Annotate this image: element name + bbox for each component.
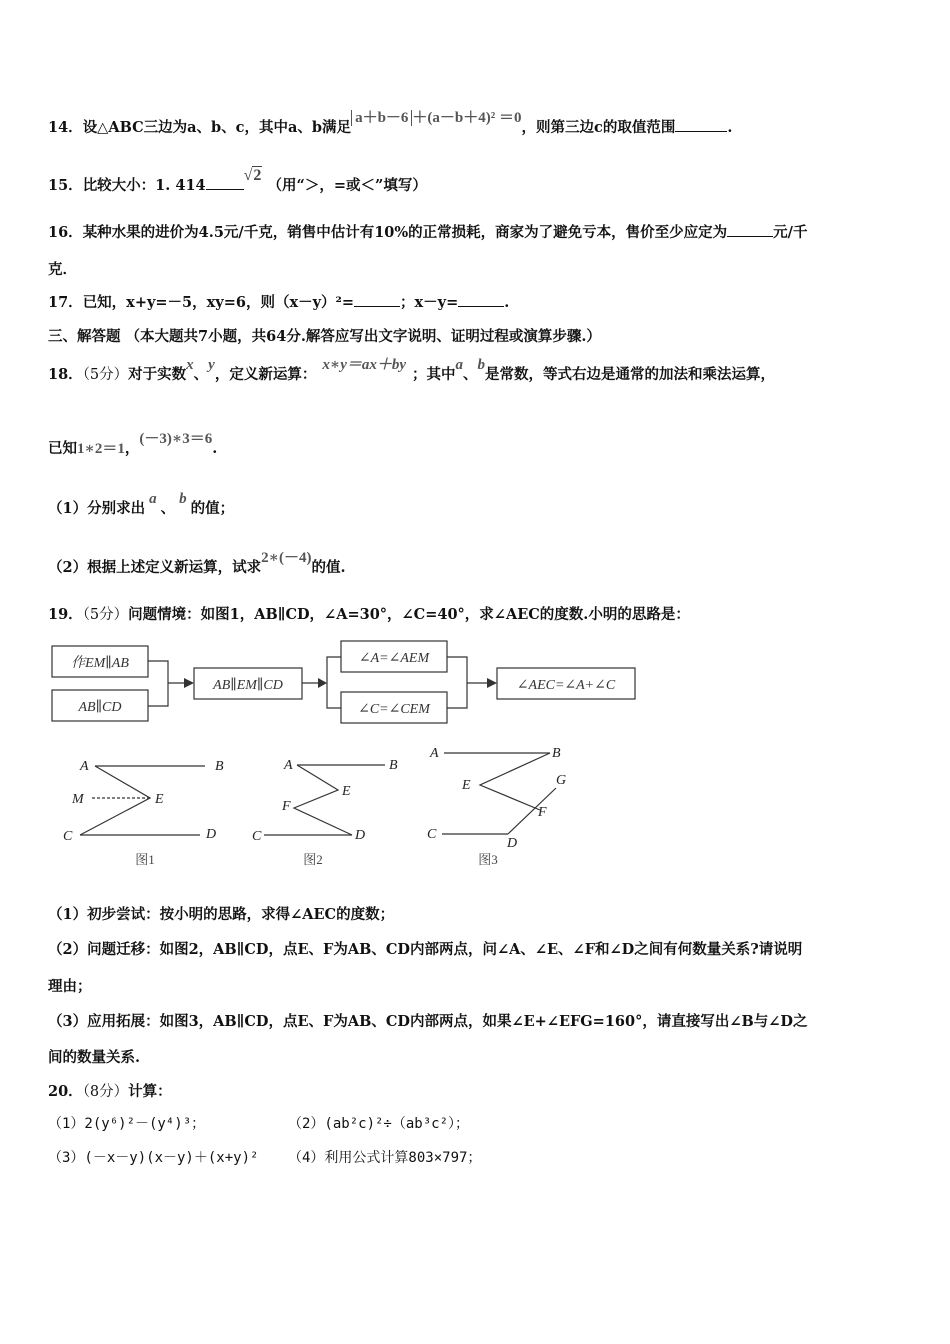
q18-sep-2: 、 (463, 366, 478, 383)
q20-title: 计算： (128, 1083, 172, 1100)
q19-part-1: （1）初步尝试：按小明的思路，求得∠AEC的度数； (48, 906, 395, 923)
q18-definition: x∗y＝ax＋by (322, 357, 407, 373)
q14-abs: a＋b－6 (351, 110, 412, 126)
flow-box-1-text: 作EM∥AB (71, 656, 129, 671)
q18-p1-a: a (149, 491, 157, 507)
q18-p1-b: b (179, 491, 187, 507)
q18-p1-end: 的值； (190, 500, 235, 517)
fig3-label-e: E (462, 778, 471, 793)
q14-number: 14． (48, 119, 83, 136)
figure-1 (63, 759, 224, 867)
q14-answer-blank[interactable] (675, 119, 727, 132)
figure-2 (252, 758, 398, 867)
flow-box-5-text: ∠C=∠CEM (358, 702, 430, 717)
question-20 (48, 1080, 172, 1101)
q18-text4: 是常数，等式右边是通常的加法和乘法运算， (485, 366, 776, 383)
q16-answer-blank[interactable] (727, 224, 773, 237)
q18-p2-expr: 2∗(－4) (261, 550, 312, 566)
q14-text: 设△ABC三边为a、b、c，其中a、b满足 (82, 119, 352, 136)
q19-flowchart (0, 630, 950, 740)
q18-var-x: x (186, 357, 194, 373)
fig1-label-m: M (72, 792, 84, 807)
q19-intro: 问题情境：如图1，AB∥CD，∠A=30°，∠C=40°，求∠AEC的度数.小明的思路是： (128, 606, 690, 623)
q18-sep: 、 (193, 366, 209, 383)
q18-var-y: y (208, 357, 215, 373)
fig2-label-e: E (342, 784, 351, 799)
flow-box-4-text: ∠A=∠AEM (358, 651, 430, 666)
q19-figures (0, 740, 950, 875)
q20-item-1: （1）2(y⁶)²－(y⁴)³； (48, 1116, 206, 1132)
fig1-label-d: D (206, 827, 217, 842)
q18-number: 18． (48, 366, 83, 383)
question-14 (48, 110, 733, 137)
q20-number: 20． (48, 1083, 83, 1100)
q14-formula-rest: ＋(a－b＋4)² ＝0 (412, 110, 522, 126)
section-3-heading: 三、解答题 （本大题共7小题，共64分.解答应写出文字说明、证明过程或演算步骤.） (48, 328, 601, 345)
q18-period: . (212, 440, 218, 457)
q19-part-2: （2）问题迁移：如图2，AB∥CD，点E、F为AB、CD内部两点，问∠A、∠E、∠F和∠D之间有何数量关系?请说明 (48, 941, 803, 958)
q18-known-pre: 已知 (48, 440, 77, 457)
fig3-label-b: B (552, 746, 561, 761)
q19-part-2-cont: 理由； (48, 978, 92, 995)
q17-end: . (504, 294, 510, 311)
q18-known (48, 431, 218, 458)
q19-score: （5分） (82, 607, 129, 623)
q18-text1: 对于实数 (128, 366, 187, 383)
fig3-label-c: C (427, 827, 437, 842)
fig2-label-d: D (355, 828, 366, 843)
q14-text-post: ，则第三边c的取值范围 (521, 119, 676, 136)
q17-blank-2[interactable] (458, 294, 504, 307)
q18-p2-end: 的值. (311, 559, 346, 576)
fig3-label-g: G (556, 773, 567, 788)
q15-sqrt: √2 (243, 167, 262, 184)
flow-box-3-text: AB∥EM∥CD (213, 678, 283, 693)
q18-score: （5分） (82, 367, 129, 383)
q16-number: 16． (48, 224, 83, 241)
figure-3 (427, 746, 566, 867)
question-16 (48, 221, 807, 242)
q17-number: 17． (48, 294, 83, 311)
q18-known-2: (－3)∗3＝6 (139, 431, 213, 447)
q17-text: 已知，x+y=－5，xy=6，则（x－y）²= (82, 294, 355, 311)
q15-answer-blank[interactable] (206, 177, 244, 190)
q18-part-1 (48, 491, 235, 518)
q15-text-post: （用“＞，=或＜”填写） (267, 177, 427, 194)
question-19 (48, 603, 690, 624)
q18-p2-label: （2）根据上述定义新运算，试求 (48, 559, 262, 576)
q15-sqrt-value: 2 (253, 167, 262, 184)
q18-text3: ；其中 (412, 366, 456, 383)
q18-p1-label: （1）分别求出 (48, 500, 146, 517)
q19-part-3-cont: 间的数量关系. (48, 1049, 141, 1066)
q14-end: . (727, 119, 733, 136)
q17-mid: ；x－y= (400, 294, 459, 311)
question-18 (48, 357, 776, 384)
q16-text: 某种水果的进价为4.5元/千克，销售中估计有10%的正常损耗，商家为了避免亏本，售价至少应定为 (82, 224, 728, 241)
flow-box-2-text: AB∥CD (78, 700, 122, 715)
fig3-label-a: A (430, 746, 439, 761)
fig2-label-f: F (282, 799, 291, 814)
q18-comma: ， (124, 440, 140, 457)
q20-item-3: （3）(－x－y)(x－y)＋(x+y)² (48, 1150, 259, 1166)
fig2-label-b: B (389, 758, 398, 773)
fig2-label-a: A (284, 758, 293, 773)
q15-text: 比较大小：1. 414 (82, 177, 206, 194)
q20-item-4: （4）利用公式计算803×797； (288, 1150, 482, 1166)
q19-part-3: （3）应用拓展：如图3，AB∥CD，点E、F为AB、CD内部两点，如果∠E+∠EFG=160°，请直接写出∠B与∠D之 (48, 1013, 808, 1030)
fig3-label-d: D (507, 836, 518, 851)
fig3-label-f: F (538, 805, 547, 820)
flow-box-6-text: ∠AEC=∠A+∠C (516, 678, 616, 693)
fig2-label-c: C (252, 829, 262, 844)
fig1-label-c: C (63, 829, 73, 844)
fig3-caption: 图3 (478, 852, 498, 867)
q18-p1-sep: 、 (160, 500, 176, 517)
fig1-label-b: B (215, 759, 224, 774)
fig1-label-e: E (155, 792, 164, 807)
q18-var-b: b (477, 357, 486, 373)
q20-item-2: （2）(ab²c)²÷（ab³c²）； (288, 1116, 470, 1132)
question-15 (48, 167, 427, 195)
q15-number: 15． (48, 177, 83, 194)
q18-part-2 (48, 550, 346, 577)
q18-var-a: a (455, 357, 464, 373)
fig2-caption: 图2 (303, 852, 323, 867)
q19-number: 19． (48, 606, 83, 623)
q14-formula (351, 110, 521, 126)
fig1-label-a: A (80, 759, 89, 774)
q20-score: （8分） (82, 1084, 129, 1100)
q17-blank-1[interactable] (354, 294, 400, 307)
question-17 (48, 291, 509, 312)
q16-unit: 元/千 (773, 224, 808, 241)
fig1-caption: 图1 (135, 852, 155, 867)
q18-text2: ，定义新运算： (214, 366, 317, 383)
q16-line2: 克． (48, 261, 77, 278)
q18-known-1: 1∗2＝1 (77, 441, 125, 457)
